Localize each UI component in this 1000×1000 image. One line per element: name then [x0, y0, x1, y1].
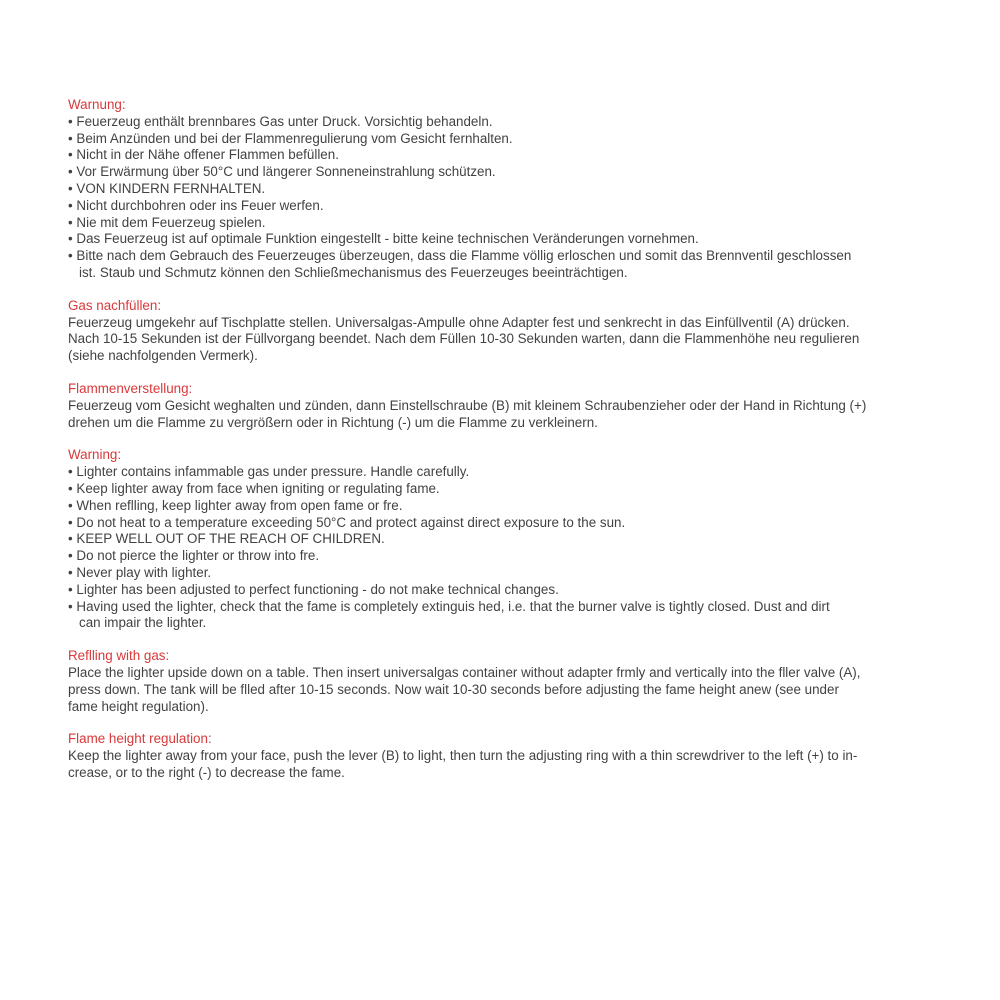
section-heading: Warning:: [68, 447, 122, 463]
text-line: can impair the lighter.: [79, 615, 207, 631]
text-line: • Feuerzeug enthält brennbares Gas unter Druck. Vorsichtig behandeln.: [68, 114, 968, 131]
text-line: fame height regulation).: [68, 698, 209, 714]
text-line: • Lighter contains infammable gas under pressure. Handle carefully.: [68, 464, 968, 481]
section: [68, 298, 968, 365]
text-line: • Lighter has been adjusted to perfect functioning - do not make technical changes.: [68, 582, 968, 599]
text-line: Feuerzeug vom Gesicht weghalten und zünden, dann Einstellschraube (B) mit kleinem Schraubenzieher oder der Hand in Richtung (+): [68, 397, 867, 413]
section: [68, 381, 968, 431]
text-line: • Beim Anzünden und bei der Flammenregulierung vom Gesicht fernhalten.: [68, 131, 968, 148]
text-line: • Das Feuerzeug ist auf optimale Funktion eingestellt - bitte keine technischen Veränderungen vornehmen.: [68, 231, 968, 248]
section-heading: Gas nachfüllen:: [68, 297, 162, 313]
text-line: • Nicht durchbohren oder ins Feuer werfen.: [68, 198, 968, 215]
text-line: • Keep lighter away from face when igniting or regulating fame.: [68, 481, 968, 498]
text-line: • VON KINDERN FERNHALTEN.: [68, 181, 968, 198]
text-line: • Never play with lighter.: [68, 565, 968, 582]
text-line: drehen um die Flamme zu vergrößern oder in Richtung (-) um die Flamme zu verkleinern.: [68, 414, 598, 430]
text-line: • Nie mit dem Feuerzeug spielen.: [68, 215, 968, 232]
text-line: • Nicht in der Nähe offener Flammen befüllen.: [68, 147, 968, 164]
section: [68, 97, 968, 282]
section: [68, 648, 968, 715]
text-line: crease, or to the right (-) to decrease the fame.: [68, 764, 345, 780]
text-line: • Bitte nach dem Gebrauch des Feuerzeuges überzeugen, dass die Flamme völlig erloschen und somit das Brennventil geschlossen: [68, 248, 968, 265]
section-heading: Reflling with gas:: [68, 648, 170, 664]
text-line: Keep the lighter away from your face, push the lever (B) to light, then turn the adjusting ring with a thin screwdriver to the left (+) to in-: [68, 748, 858, 764]
text-line: press down. The tank will be flled after 10-15 seconds. Now wait 10-30 seconds before adjusting the fame height anew (see under: [68, 681, 839, 697]
section: [68, 731, 968, 781]
text-line: Place the lighter upside down on a table. Then insert universalgas container without adapter frmly and vertically into the fller valve (A),: [68, 664, 861, 680]
text-line: • Vor Erwärmung über 50°C und längerer Sonneneinstrahlung schützen.: [68, 164, 968, 181]
text-line: (siehe nachfolgenden Vermerk).: [68, 348, 258, 364]
text-line: Feuerzeug umgekehr auf Tischplatte stellen. Universalgas-Ampulle ohne Adapter fest und senkrecht in das Einfüllventil (A) drücken.: [68, 314, 850, 330]
section-heading: Flame height regulation:: [68, 731, 212, 747]
instruction-text-block: [68, 97, 968, 782]
text-line: Nach 10-15 Sekunden ist der Füllvorgang beendet. Nach dem Füllen 10-30 Sekunden warten, dann die Flammenhöhe neu regulieren: [68, 331, 860, 347]
text-line: • Having used the lighter, check that the fame is completely extinguis hed, i.e. that the burner valve is tightly closed. Dust and dirt: [68, 599, 968, 616]
text-line: ist. Staub und Schmutz können den Schließmechanismus des Feuerzeuges beeinträchtigen.: [79, 264, 628, 280]
section-heading: Warnung:: [68, 97, 126, 112]
section: [68, 447, 968, 632]
text-line: • KEEP WELL OUT OF THE REACH OF CHILDREN.: [68, 531, 968, 548]
text-line: • When reflling, keep lighter away from open fame or fre.: [68, 498, 968, 515]
section-heading: Flammenverstellung:: [68, 380, 193, 396]
text-line: • Do not pierce the lighter or throw into fre.: [68, 548, 968, 565]
text-line: • Do not heat to a temperature exceeding 50°C and protect against direct exposure to the sun.: [68, 515, 968, 532]
